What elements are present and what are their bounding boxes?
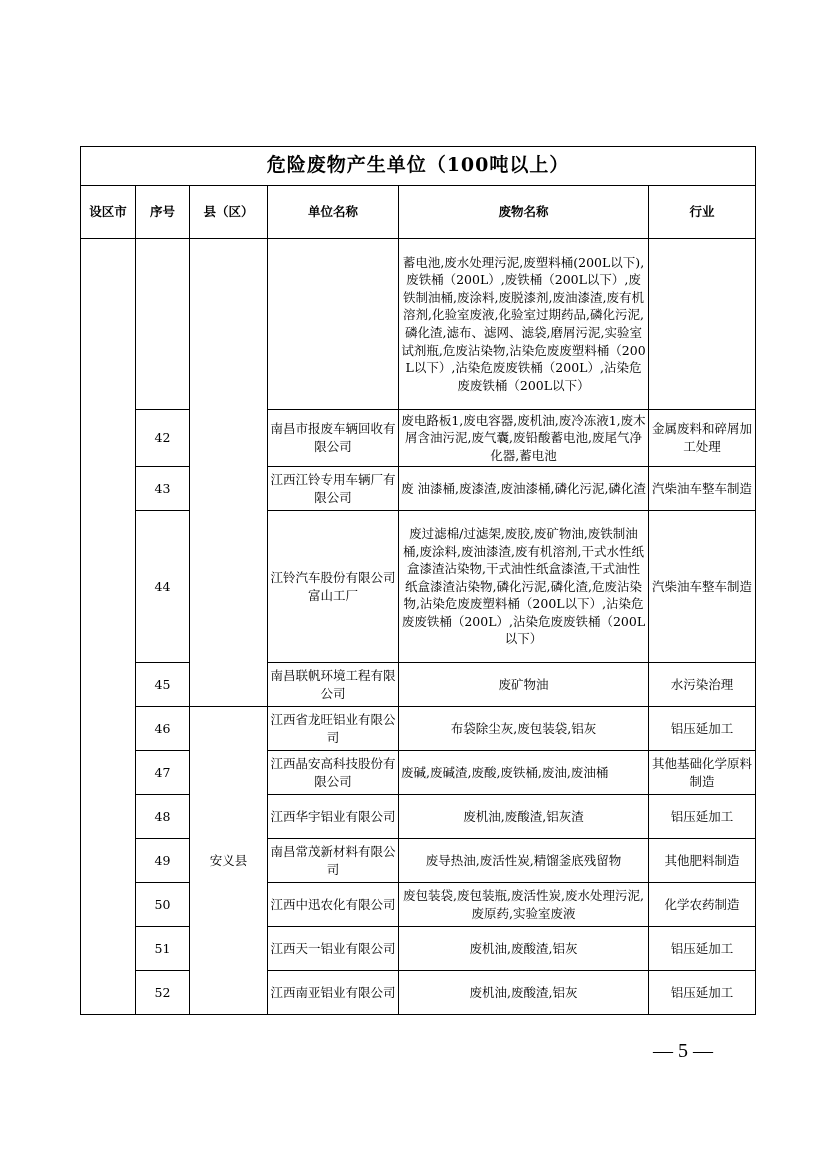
table-row	[81, 839, 756, 883]
number-cell: 51	[136, 927, 190, 971]
header-waste-name: 废物名称	[399, 186, 649, 239]
unit-cell: 江铃汽车股份有限公司富山工厂	[268, 511, 399, 663]
unit-cell: 南昌常茂新材料有限公司	[268, 839, 399, 883]
industry-cell: 铝压延加工	[649, 927, 756, 971]
waste-cell: 废矿物油	[399, 663, 649, 707]
waste-cell: 废过滤棉/过滤架,废胶,废矿物油,废铁制油桶,废涂料,废油漆渣,废有机溶剂,干式水性纸盒漆渣沾染物,干式油性纸盒漆渣,干式油性纸盒漆渣沾染物,磷化污泥,磷化渣,危废沾染物,沾染危废废塑料桶（200L以下）,沾染危废废铁桶（200L）,沾染危废废铁桶（200L以下）	[399, 511, 649, 663]
industry-cell	[649, 239, 756, 410]
industry-cell: 铝压延加工	[649, 707, 756, 751]
number-cell: 48	[136, 795, 190, 839]
unit-cell: 江西江铃专用车辆厂有限公司	[268, 467, 399, 511]
industry-cell: 铝压延加工	[649, 971, 756, 1015]
unit-cell: 江西天一铝业有限公司	[268, 927, 399, 971]
waste-cell: 废包装袋,废包装瓶,废活性炭,废水处理污泥,废原药,实验室废液	[399, 883, 649, 927]
table-row	[81, 971, 756, 1015]
city-cell	[81, 239, 136, 1015]
table-row	[81, 663, 756, 707]
table-row	[81, 883, 756, 927]
table-row	[81, 410, 756, 467]
industry-cell: 化学农药制造	[649, 883, 756, 927]
waste-cell: 布袋除尘灰,废包装袋,铝灰	[399, 707, 649, 751]
page-number: — 5 —	[653, 1040, 713, 1062]
table-row	[81, 467, 756, 511]
waste-cell: 废 油漆桶,废漆渣,废油漆桶,磷化污泥,磷化渣	[399, 467, 649, 511]
table-row	[81, 795, 756, 839]
waste-cell: 废机油,废酸渣,铝灰	[399, 927, 649, 971]
industry-cell: 汽柴油车整车制造	[649, 467, 756, 511]
number-cell: 50	[136, 883, 190, 927]
number-cell: 42	[136, 410, 190, 467]
header-city: 设区市	[81, 186, 136, 239]
waste-cell: 废导热油,废活性炭,精馏釜底残留物	[399, 839, 649, 883]
table-row	[81, 511, 756, 663]
header-number: 序号	[136, 186, 190, 239]
unit-cell: 南昌市报废车辆回收有限公司	[268, 410, 399, 467]
hazardous-waste-table	[80, 146, 756, 1015]
table-row	[81, 707, 756, 751]
industry-cell: 其他肥料制造	[649, 839, 756, 883]
unit-cell: 江西中迅农化有限公司	[268, 883, 399, 927]
number-cell: 49	[136, 839, 190, 883]
industry-cell: 铝压延加工	[649, 795, 756, 839]
waste-cell: 蓄电池,废水处理污泥,废塑料桶(200L以下),废铁桶（200L）,废铁桶（200L以下）,废铁制油桶,废涂料,废脱漆剂,废油漆渣,废有机溶剂,化验室废液,化验室过期药品,磷化污泥,磷化渣,滤布、滤网、滤袋,磨屑污泥,实验室试剂瓶,危废沾染物,沾染危废废塑料桶（200L以下）,沾染危废废铁桶（200L）,沾染危废废铁桶（200L以下）	[399, 239, 649, 410]
header-industry: 行业	[649, 186, 756, 239]
header-county: 县（区）	[190, 186, 268, 239]
industry-cell: 水污染治理	[649, 663, 756, 707]
industry-cell: 汽柴油车整车制造	[649, 511, 756, 663]
waste-cell: 废机油,废酸渣,铝灰	[399, 971, 649, 1015]
number-cell: 52	[136, 971, 190, 1015]
county-cell: 安义县	[190, 707, 268, 1015]
number-cell	[136, 239, 190, 410]
waste-cell: 废碱,废碱渣,废酸,废铁桶,废油,废油桶	[399, 751, 649, 795]
unit-cell: 江西省龙旺铝业有限公司	[268, 707, 399, 751]
number-cell: 47	[136, 751, 190, 795]
table-row	[81, 751, 756, 795]
waste-cell: 废电路板1,废电容器,废机油,废冷冻液1,废木屑含油污泥,废气囊,废铅酸蓄电池,废尾气净化器,蓄电池	[399, 410, 649, 467]
table-row	[81, 927, 756, 971]
number-cell: 43	[136, 467, 190, 511]
unit-cell: 江西晶安高科技股份有限公司	[268, 751, 399, 795]
unit-cell: 江西华宇铝业有限公司	[268, 795, 399, 839]
table-row	[81, 239, 756, 410]
industry-cell: 其他基础化学原料制造	[649, 751, 756, 795]
header-unit-name: 单位名称	[268, 186, 399, 239]
unit-cell	[268, 239, 399, 410]
unit-cell: 江西南亚铝业有限公司	[268, 971, 399, 1015]
county-cell	[190, 239, 268, 707]
number-cell: 45	[136, 663, 190, 707]
waste-cell: 废机油,废酸渣,铝灰渣	[399, 795, 649, 839]
unit-cell: 南昌联帆环境工程有限公司	[268, 663, 399, 707]
industry-cell: 金属废料和碎屑加工处理	[649, 410, 756, 467]
number-cell: 46	[136, 707, 190, 751]
number-cell: 44	[136, 511, 190, 663]
table-title: 危险废物产生单位（100吨以上）	[81, 147, 756, 186]
